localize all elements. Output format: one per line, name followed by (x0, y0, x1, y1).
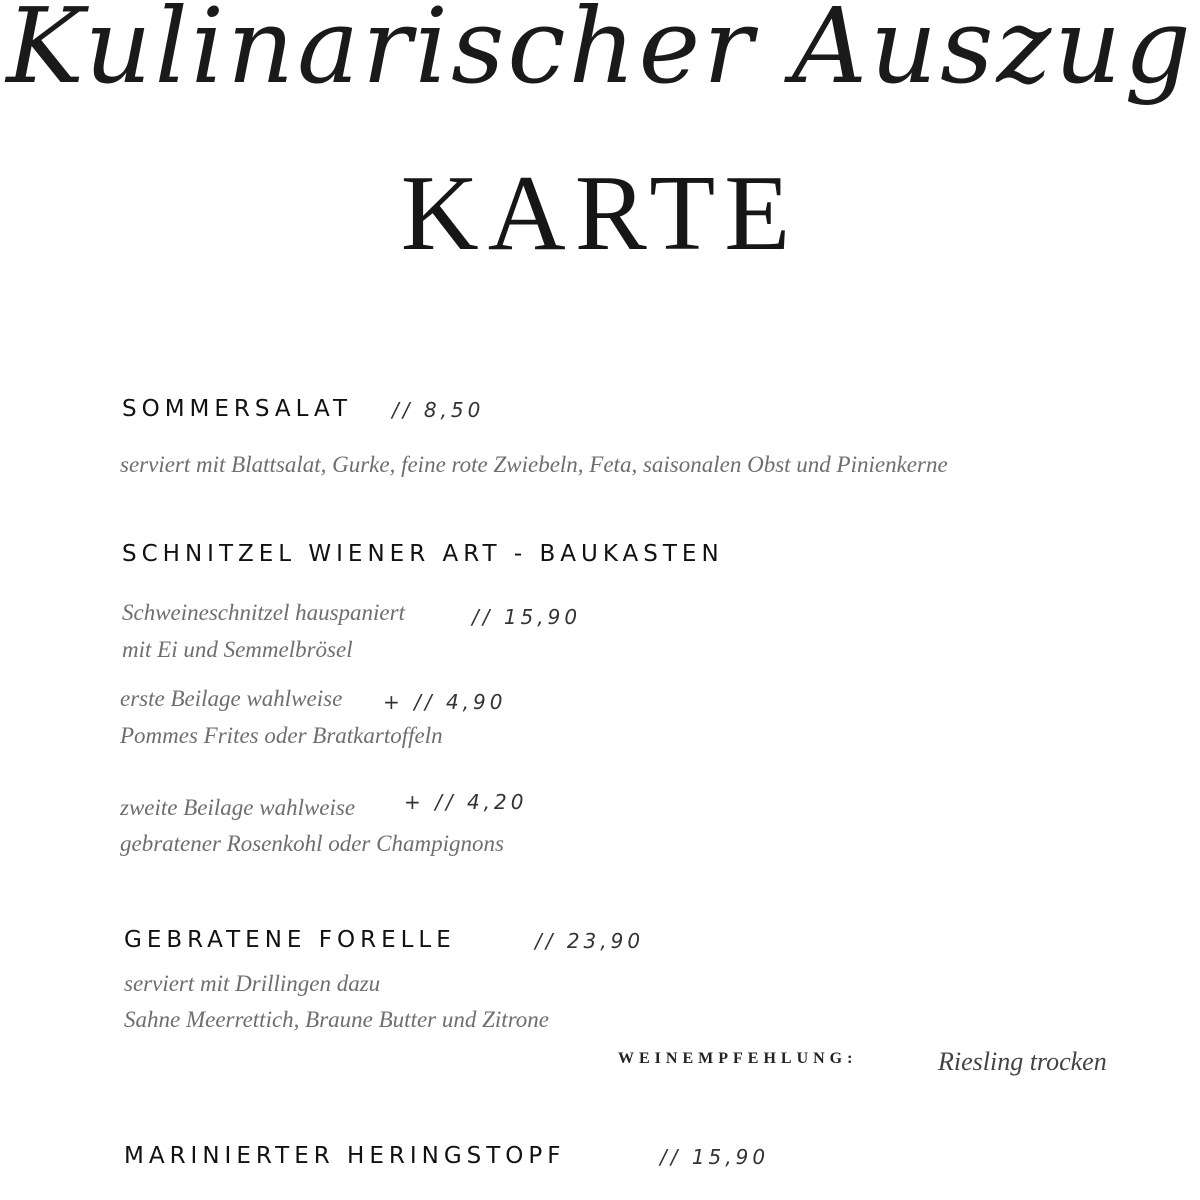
dish-name-forelle: GEBRATENE FORELLE (124, 927, 456, 953)
schnitzel-base-line2: mit Ei und Semmelbrösel (122, 637, 353, 662)
schnitzel-side2-line2: gebratener Rosenkohl oder Champignons (120, 831, 504, 856)
dish-price-hering: // 15,90 (660, 1145, 770, 1169)
schnitzel-side2-price: + // 4,20 (404, 790, 528, 814)
script-title: Kulinarischer Auszug (6, 0, 1194, 107)
wine-recommendation-value: Riesling trocken (938, 1047, 1107, 1076)
dish-price-forelle: // 23,90 (535, 929, 645, 953)
schnitzel-side1-price: + // 4,90 (383, 690, 507, 714)
schnitzel-base-line1: Schweineschnitzel hauspaniert (122, 600, 405, 625)
dish-name-schnitzel: SCHNITZEL WIENER ART - BAUKASTEN (122, 541, 724, 567)
forelle-desc-line2: Sahne Meerrettich, Braune Butter und Zitrone (124, 1007, 549, 1032)
page-title: KARTE (400, 154, 800, 273)
dish-name-sommersalat: SOMMERSALAT (122, 396, 353, 422)
schnitzel-side1-line2: Pommes Frites oder Bratkartoffeln (120, 723, 443, 748)
forelle-desc-line1: serviert mit Drillingen dazu (124, 971, 381, 996)
schnitzel-side2-line1: zweite Beilage wahlweise (120, 795, 356, 820)
dish-price-sommersalat: // 8,50 (392, 398, 485, 422)
schnitzel-side1-line1: erste Beilage wahlweise (120, 686, 343, 711)
dish-description-sommersalat: serviert mit Blattsalat, Gurke, feine rote Zwiebeln, Feta, saisonalen Obst und Pinienkerne (120, 452, 948, 477)
dish-name-hering: MARINIERTER HERINGSTOPF (124, 1143, 566, 1169)
schnitzel-base-price: // 15,90 (472, 605, 582, 629)
wine-recommendation-label: WEINEMPFEHLUNG: (618, 1050, 858, 1067)
